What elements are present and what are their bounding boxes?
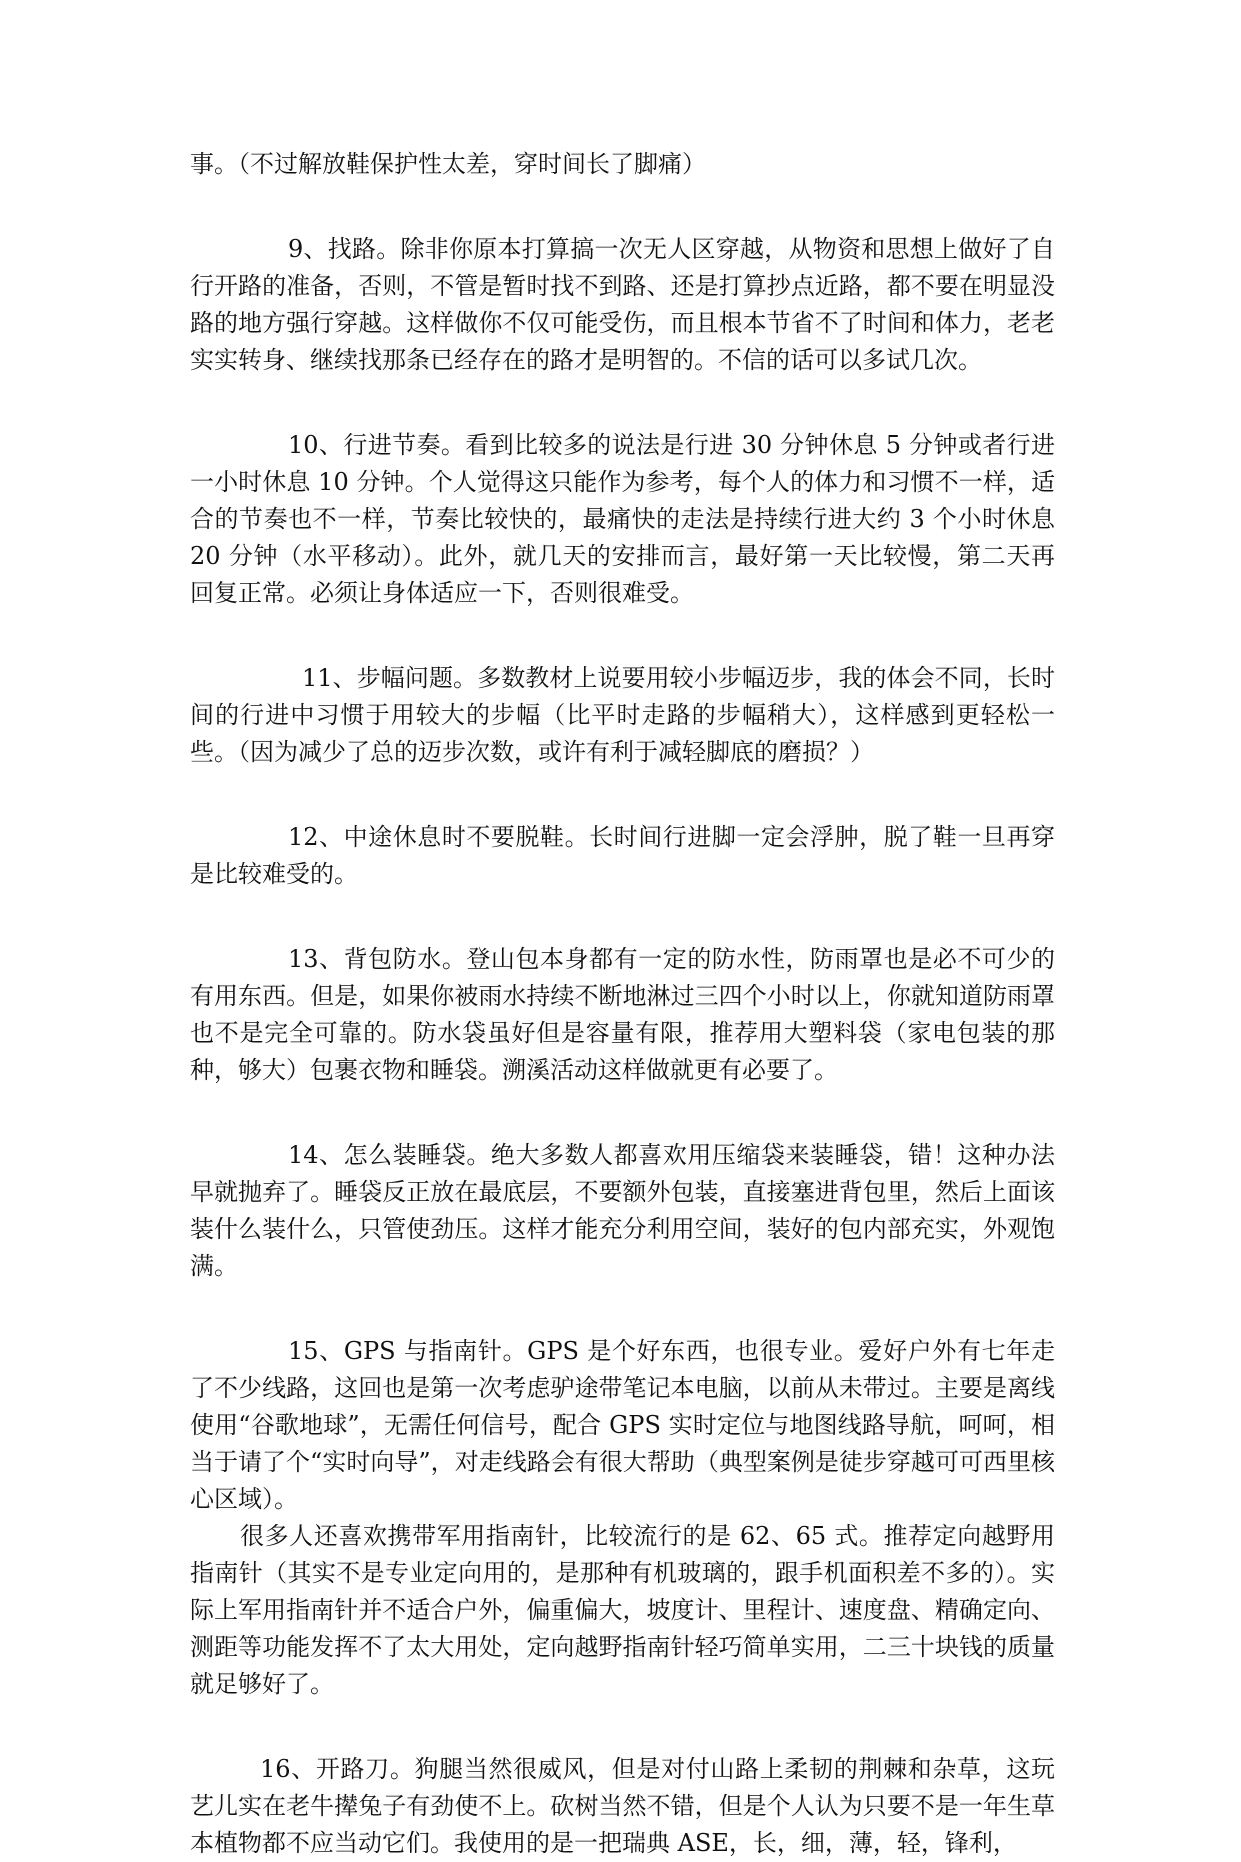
paragraph-11-stride: 11、步幅问题。多数教材上说要用较小步幅迈步，我的体会不同，长时间的行进中习惯于用较大的步幅（比平时走路的步幅稍大），这样感到更轻松一些。（因为减少了总的迈步次数，或许有利于减轻脚底的磨损？） [190,664,1055,766]
paragraph-15-gps-compass: 15、GPS 与指南针。GPS 是个好东西，也很专业。爱好户外有七年走了不少线路，这回也是第一次考虑驴途带笔记本电脑，以前从未带过。主要是离线使用“谷歌地球”，无需任何信号，配合 GPS 实时定位与地图线路导航，呵呵，相当于请了个“实时向导”，对走线路会有很大帮助（典型案例是徒步穿越可可西里核心区域）。 [190,1337,1055,1513]
paragraph-13-backpack-waterproof: 13、背包防水。登山包本身都有一定的防水性，防雨罩也是必不可少的有用东西。但是，如果你被雨水持续不断地淋过三四个小时以上，你就知道防雨罩也不是完全可靠的。防水袋虽好但是容量有限，推荐用大塑料袋（家电包装的那种，够大）包裹衣物和睡袋。溯溪活动这样做就更有必要了。 [190,945,1055,1084]
paragraph-14-sleeping-bag: 14、怎么装睡袋。绝大多数人都喜欢用压缩袋来装睡袋，错！这种办法早就抛弃了。睡袋反正放在最底层，不要额外包装，直接塞进背包里，然后上面该装什么装什么，只管使劲压。这样才能充分利用空间，装好的包内部充实，外观饱满。 [190,1141,1055,1280]
paragraph-12-rest-shoes: 12、中途休息时不要脱鞋。长时间行进脚一定会浮肿，脱了鞋一旦再穿是比较难受的。 [190,823,1055,888]
paragraph-10-pace: 10、行进节奏。看到比较多的说法是行进 30 分钟休息 5 分钟或者行进一小时休息 10 分钟。个人觉得这只能作为参考，每个人的体力和习惯不一样，适合的节奏也不一样，节奏比较快的，最痛快的走法是持续行进大约 3 个小时休息 20 分钟（水平移动）。此外，就几天的安排而言，最好第一天比较慢，第二天再回复正常。必须让身体适应一下，否则很难受。 [190,431,1055,607]
document-body [190,146,1055,1862]
paragraph-16-machete: 16、开路刀。狗腿当然很威风，但是对付山路上柔韧的荆棘和杂草，这玩艺儿实在老牛撵兔子有劲使不上。砍树当然不错，但是个人认为只要不是一年生草本植物都不应当动它们。我使用的是一把瑞典 ASE，长，细，薄，轻，锋利， [190,1755,1055,1857]
paragraph-15-compass-continued: 很多人还喜欢携带军用指南针，比较流行的是 62、65 式。推荐定向越野用指南针（其实不是专业定向用的，是那种有机玻璃的，跟手机面积差不多的）。实际上军用指南针并不适合户外，偏重偏大，坡度计、里程计、速度盘、精确定向、测距等功能发挥不了太大用处，定向越野指南针轻巧简单实用，二三十块钱的质量就足够好了。 [190,1522,1055,1698]
paragraph-9-find-route: 9、找路。除非你原本打算搞一次无人区穿越，从物资和思想上做好了自行开路的准备，否则，不管是暂时找不到路、还是打算抄点近路，都不要在明显没路的地方强行穿越。这样做你不仅可能受伤，而且根本节省不了时间和体力，老老实实转身、继续找那条已经存在的路才是明智的。不信的话可以多试几次。 [190,235,1055,374]
paragraph-continuation: 事。（不过解放鞋保护性太差，穿时间长了脚痛） [190,150,706,178]
